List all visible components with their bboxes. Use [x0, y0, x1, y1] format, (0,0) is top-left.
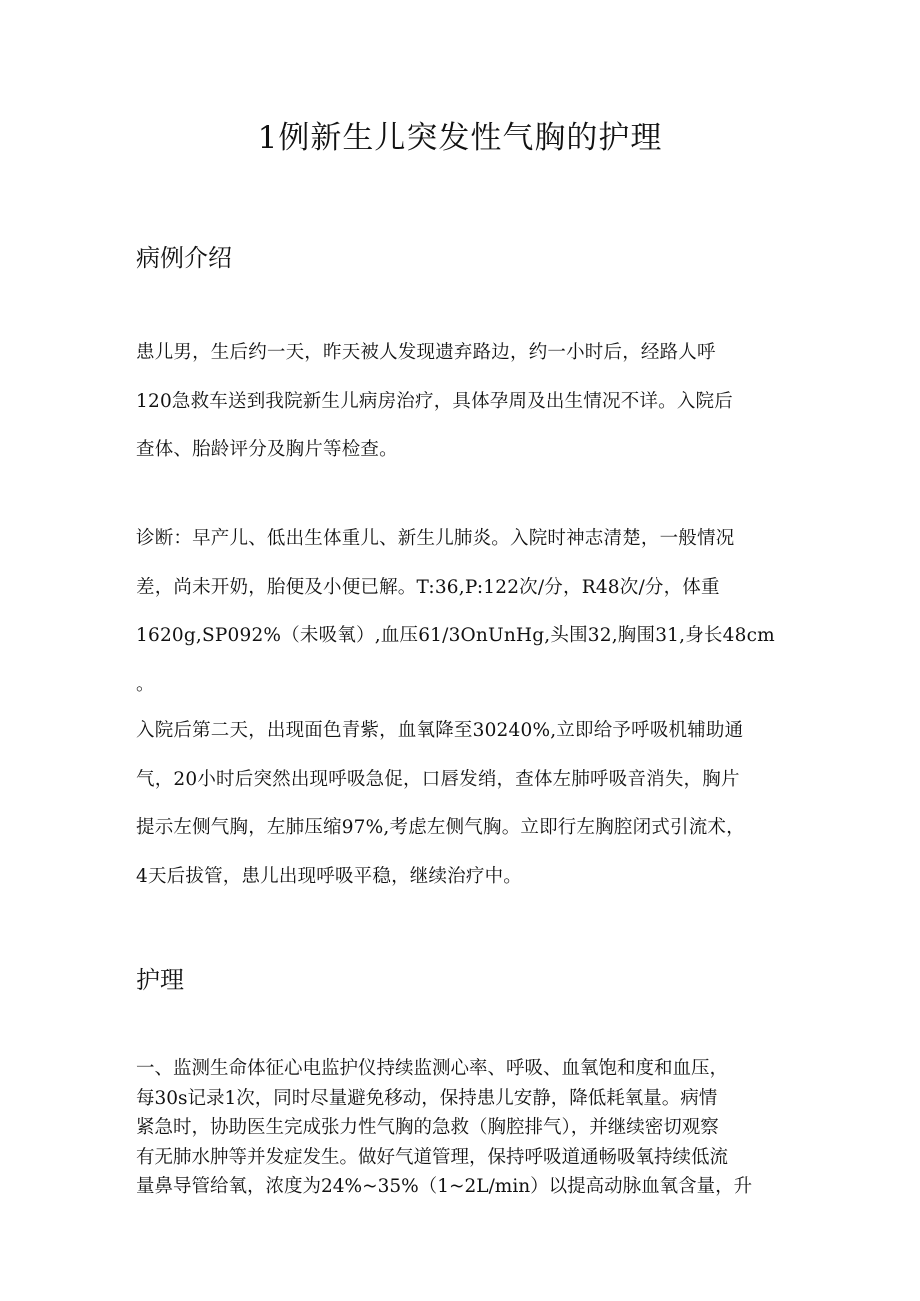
- section-heading-case-intro: 病例介绍: [136, 244, 232, 272]
- text-line: 查体、胎龄评分及胸片等检查。: [136, 439, 398, 460]
- text-line: 每30s记录1次，同时尽量避免移动，保持患儿安静，降低耗氧量。病情: [136, 1087, 718, 1109]
- text-line: 有无肺水肿等并发症发生。做好气道管理，保持呼吸道通畅吸氧持续低流: [136, 1146, 729, 1168]
- text-line: 提示左侧气胸，左肺压缩97%,考虑左侧气胸。立即行左胸腔闭式引流术，: [136, 817, 745, 838]
- text-line: 4天后拔管，患儿出现呼吸平稳，继续治疗中。: [136, 865, 522, 887]
- case-paragraph-diagnosis: [136, 515, 796, 709]
- text-line: 气，20小时后突然出现呼吸急促，口唇发绡，查体左肺呼吸音消失，胸片: [136, 768, 740, 790]
- text-line: 入院后第二天，出现面色青紫，血氧降至30240%,立即给予呼吸机辅助通: [136, 720, 744, 741]
- text-line: 量鼻导管给氧，浓度为24%~35%（1~2L∕min）以提高动脉血氧含量，升: [136, 1176, 753, 1197]
- text-line: 一、监测生命体征心电监护仪持续监测心率、呼吸、血氧饱和度和血压，: [136, 1058, 729, 1079]
- text-line: 患儿男，生后约一天，昨天被人发现遗弃路边，约一小时后，经路人呼: [136, 342, 716, 363]
- text-line: 120急救车送到我院新生儿病房治疗，具体孕周及出生情况不详。入院后: [136, 390, 733, 412]
- nursing-paragraph-monitoring: [136, 1054, 786, 1202]
- text-line: 1620g,SP092%（未吸氧）,血压61/3OnUnHg,头围32,胸围31,身长48cm: [136, 625, 775, 646]
- case-paragraph-background: [136, 329, 796, 475]
- case-paragraph-course: [136, 707, 796, 901]
- text-line: 差，尚未开奶，胎便及小便已解。T:36,P:122次/分，R48次/分，体重: [136, 576, 720, 598]
- text-line: 紧急时，协助医生完成张力性气胸的急救（胸腔排气），并继续密切观察: [136, 1117, 719, 1138]
- text-line: 诊断：早产儿、低出生体重儿、新生儿肺炎。入院时神志清楚，一般情况: [136, 528, 735, 549]
- document-title: 1例新生儿突发性气胸的护理: [257, 120, 663, 156]
- text-line: 。: [136, 673, 155, 695]
- section-heading-nursing: 护理: [136, 966, 184, 994]
